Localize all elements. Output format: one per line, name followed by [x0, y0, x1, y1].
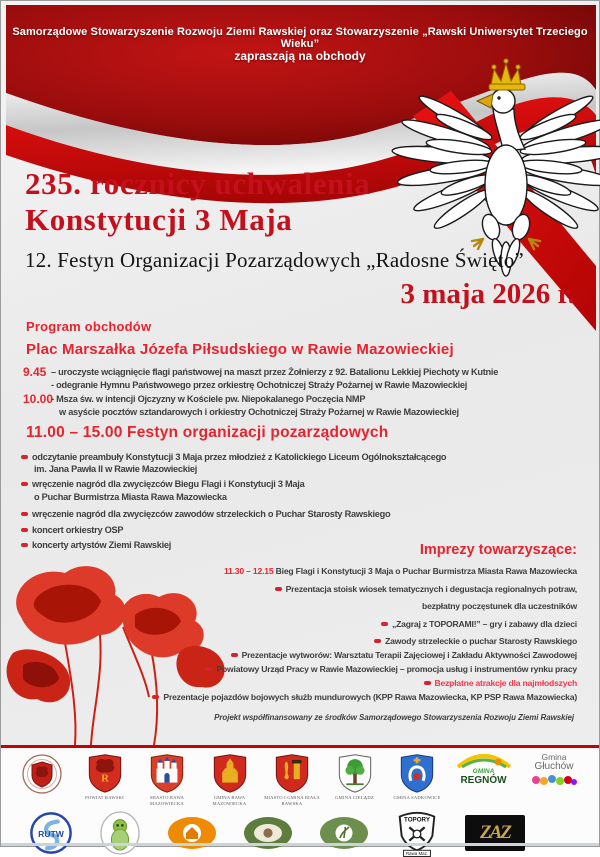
- program-location: Plac Marszałka Józefa Piłsudskiego w Rawie Mazowieckiej: [26, 341, 454, 358]
- festyn-item-continuation: o Puchar Burmistrza Miasta Rawa Mazowiecka: [34, 492, 227, 502]
- zaz-monogram: ZAZ: [480, 822, 510, 844]
- bullet-icon: [205, 667, 212, 671]
- svg-text:TOPORY: TOPORY: [404, 816, 430, 824]
- powiat-rawski-crest-icon: [87, 753, 123, 793]
- svg-text:Rawa Maz.: Rawa Maz.: [405, 851, 429, 857]
- miasto-rawa-crest-icon: [149, 753, 185, 793]
- event-date: 3 maja 2026 r.: [400, 278, 575, 310]
- bullet-icon: [21, 528, 28, 532]
- logo-orange-zagroda: [167, 815, 217, 851]
- svg-text:R: R: [100, 773, 109, 785]
- bullet-icon: [152, 695, 159, 699]
- logo-gmina-cieladz: GMINA CIELĄDZ: [326, 753, 384, 801]
- schedule-1000-line2: w asyście pocztów sztandarowych i orkiestry Ochotniczej Straży Pożarnej w Rawie Mazowieckiej: [59, 407, 459, 417]
- bullet-icon: [21, 543, 28, 547]
- bullet-icon: [374, 639, 381, 643]
- imprezy-item: Prezentacje wytworów: Warsztatu Terapii Zajęciowej i Zakładu Aktywności Zawodowej: [231, 650, 577, 660]
- imprezy-time: 11.30 – 12.15: [223, 566, 274, 576]
- owl-oval-icon: [99, 810, 141, 856]
- bullet-icon: [21, 512, 28, 516]
- imprezy-item-highlight: Bezpłatne atrakcje dla najmłodszych: [424, 678, 578, 688]
- logo-gmina-rawa-mazowiecka: GMINA RAWA MAZOWIECKA: [201, 753, 259, 806]
- main-title-line2: Konstytucji 3 Maja: [25, 202, 293, 237]
- banner-invitation-text: zapraszają na obchody: [234, 49, 366, 63]
- logo-biala-rawska: MIASTO I GMINA BIAŁA RAWSKA: [263, 753, 321, 806]
- bullet-icon: [21, 455, 28, 459]
- bullet-icon: [231, 653, 238, 657]
- imprezy-schedule-item: 11.30 – 12.15 Bieg Flagi i Konstytucji 3 Maja o Puchar Burmistrza Miasta Rawa Mazowiecka: [223, 566, 577, 576]
- imprezy-item: Prezentacja stoisk wiosek tematycznych i degustacja regionalnych potraw,: [275, 584, 577, 594]
- gluchow-flowers-icon: [528, 772, 580, 788]
- logo-green-zagroda: [243, 815, 293, 851]
- festyn-item: koncert orkiestry OSP: [21, 525, 123, 535]
- bullet-icon: [381, 622, 388, 626]
- bullet-icon: [21, 482, 28, 486]
- biala-rawska-crest-icon: [274, 753, 310, 793]
- schedule-time-945: 9.45: [23, 365, 47, 379]
- green-zagroda-icon: [243, 815, 293, 851]
- gmina-rawa-crest-icon: [212, 753, 248, 793]
- stowarzyszenie-emblem-icon: [21, 753, 63, 795]
- logo-gmina-sadkowice: GMINA SADKOWICE: [388, 753, 446, 801]
- schedule-945-line2: - odegranie Hymnu Państwowego przez orkiestrę Ochotniczej Straży Pożarnej w Rawie Mazowieckiej: [51, 380, 468, 390]
- sadkowice-crest-icon: [399, 753, 435, 793]
- logo-zaz: [465, 815, 525, 851]
- banner-organizers-text: Samorządowe Stowarzyszenie Rozwoju Ziemi Rawskiej oraz Stowarzyszenie „Rawski Uniwersytet Trzeciego Wieku”: [12, 26, 588, 50]
- program-heading: Program obchodów: [26, 319, 152, 334]
- imprezy-item-continuation: bezpłatny poczęstunek dla uczestników: [422, 601, 577, 611]
- festival-subtitle: 12. Festyn Organizacji Pozarządowych „Radosne Święto”: [25, 248, 524, 272]
- bottom-edge-strip: [1, 843, 599, 846]
- imprezy-item: Powiatowy Urząd Pracy w Rawie Mazowieckiej – promocja usług i instrumentów rynku pracy: [205, 664, 577, 674]
- main-title-line1: 235. rocznicy uchwalenia: [25, 166, 371, 201]
- logos-row-1: [1, 748, 599, 806]
- schedule-945-line1: – uroczyste wciągnięcie flagi państwowej na maszt przez Żołnierzy z 92. Batalionu Lekkiej Piechoty w Kutnie: [51, 367, 499, 377]
- topory-crest-icon: [395, 809, 439, 857]
- rutw-circle-icon: [29, 811, 73, 855]
- festyn-item: wręczenie nagród dla zwycięzców zawodów strzeleckich o Puchar Starosty Rawskiego: [21, 509, 390, 519]
- poppies-illustration: [3, 557, 233, 746]
- funding-note: Projekt współfinansowany ze środków Samorządowego Stowarzyszenia Rozwoju Ziemi Rawskiej: [214, 713, 574, 722]
- logos-row-2: [1, 809, 599, 857]
- imprezy-item: „Zagraj z TOPORAMI!” – gry i zabawy dla dzieci: [381, 619, 577, 629]
- schedule-1000-line1: - Msza św. w intencji Ojczyzny w Kościele pw. Niepokalanego Poczęcia NMP: [51, 394, 366, 404]
- imprezy-heading: Imprezy towarzyszące:: [419, 542, 577, 558]
- logo-topory: [395, 809, 439, 857]
- festyn-item: odczytanie preambuły Konstytucji 3 Maja przez młodzież z Katolickiego Liceum Ogólnokształcącego: [21, 452, 446, 462]
- logo-powiat-rawski: R POWIAT RAWSKI: [76, 753, 134, 801]
- festyn-heading: 11.00 – 15.00 Festyn organizacji pozarządowych: [26, 424, 389, 441]
- logo-stowarzyszenie: [13, 753, 71, 797]
- cieladz-crest-icon: [337, 753, 373, 793]
- imprezy-item: Zawody strzeleckie o puchar Starosty Rawskiego: [374, 636, 577, 646]
- regnow-sun-icon: [454, 753, 514, 769]
- svg-text:RUTW: RUTW: [38, 829, 64, 840]
- orange-zagroda-icon: [167, 815, 217, 851]
- logo-rutw: [29, 811, 73, 855]
- logo-green-spichlerz: [319, 815, 369, 851]
- footer-logos: [1, 748, 599, 857]
- festyn-item: wręczenie nagród dla zwycięzców Biegu Flagi i Konstytucji 3 Maja: [21, 479, 304, 489]
- imprezy-item: Prezentacje pojazdów bojowych służb mundurowych (KPP Rawa Mazowiecka, KP PSP Rawa Mazowiecka): [152, 692, 577, 702]
- festyn-item: koncerty artystów Ziemi Rawskiej: [21, 540, 171, 550]
- festyn-item-continuation: im. Jana Pawła II w Rawie Mazowieckiej: [34, 464, 198, 474]
- bullet-icon: [275, 587, 282, 591]
- bullet-icon: [424, 681, 431, 685]
- schedule-time-1000: 10.00: [23, 392, 54, 406]
- green-spichlerz-icon: [319, 815, 369, 851]
- logo-gmina-regnow: GMINA REGNÓW: [451, 753, 517, 786]
- logo-gmina-gluchow: Gmina Głuchów: [521, 753, 587, 788]
- logo-miasto-rawa-mazowiecka: MIASTO RAWA MAZOWIECKA: [138, 753, 196, 806]
- logo-owl-oval: [99, 810, 141, 856]
